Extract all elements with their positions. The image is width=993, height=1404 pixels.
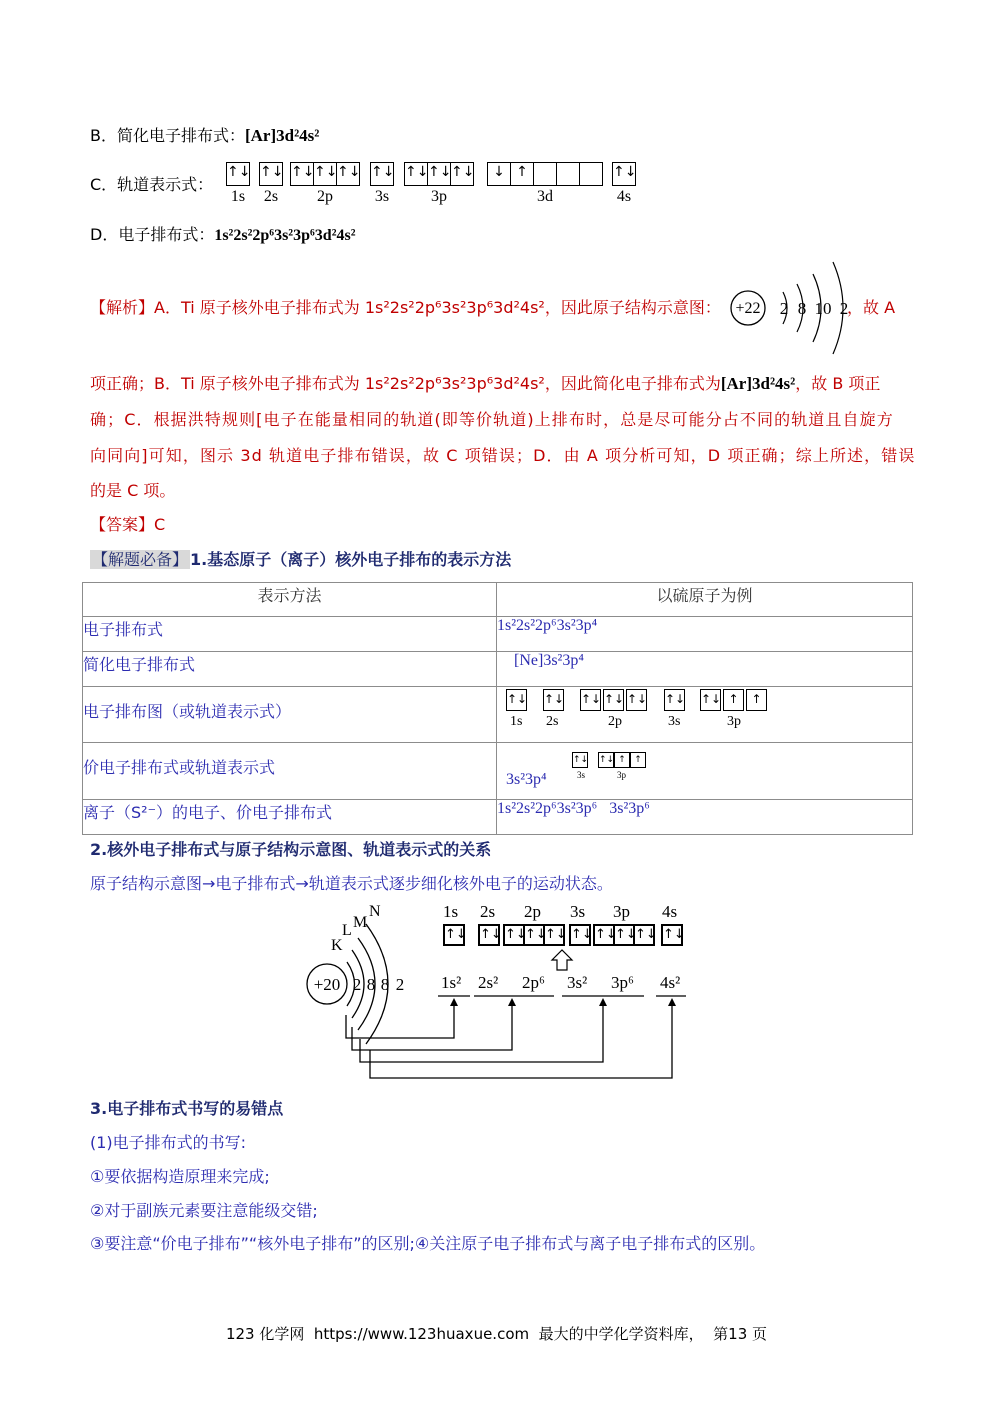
option-b-formula: [Ar]3d²4s²: [244, 126, 320, 145]
orbital-label: 3s: [374, 188, 390, 205]
notation-table: [82, 582, 913, 835]
analysis-text: 项正确；B．Ti 原子核外电子排布式为 1s²2s²2p⁶3s²3p⁶3d²4s²，因此简化电子排布式为: [90, 374, 721, 393]
shell-name: L: [342, 922, 352, 939]
orbital-box: ↑↓: [443, 924, 465, 946]
table-cell-example: [497, 800, 913, 835]
orbital-label: 3p: [431, 188, 447, 205]
section-1-title: [90, 547, 511, 570]
table-header: 以硫原子为例: [497, 583, 913, 617]
orbital-box: [533, 162, 557, 186]
analysis-line-5: 的是 C 项。: [90, 481, 176, 500]
orbital-box: ↑↓: [598, 752, 614, 768]
shell-electrons: 2: [352, 975, 362, 994]
orbital-box: ↑↓: [404, 162, 428, 186]
orbital-label: 3d: [537, 188, 553, 205]
shell-electrons: 2: [779, 299, 789, 318]
table-cell-method: 简化电子排布式: [83, 652, 497, 687]
section-2-desc: 原子结构示意图→电子排布式→轨道表示式逐步细化核外电子的运动状态。: [90, 874, 613, 893]
orbital-box: ↑↓: [661, 924, 683, 946]
orbital-label: 1s: [443, 902, 459, 921]
orbital-box: ↑↓: [523, 924, 545, 946]
orbital-box: ↑↓: [226, 162, 250, 186]
config-label: 2s²: [478, 973, 499, 992]
orbital-label: 4s: [662, 902, 678, 921]
orbital-box: ↑↓: [450, 162, 474, 186]
orbital-box: ↑↓: [633, 924, 655, 946]
shell-electrons: 8: [380, 975, 390, 994]
analysis-text: ，故 B 项正: [795, 374, 881, 393]
orbital-box: ↑↓: [543, 924, 565, 946]
orbital-box: [556, 162, 580, 186]
valence-config: 3s²3p⁴: [506, 771, 547, 788]
option-b: [90, 123, 319, 146]
shell-name: N: [369, 903, 381, 920]
option-d: [90, 222, 356, 245]
section-3-title: 3.电子排布式书写的易错点: [90, 1099, 284, 1118]
table-row: [83, 652, 913, 687]
orbital-label: 3s: [668, 714, 681, 729]
shell-electrons: 2: [395, 975, 405, 994]
analysis-line-3: 确；C．根据洪特规则[电子在能量相同的轨道(即等价轨道)上排布时，总是尽可能分占不同的轨道且自旋方: [90, 410, 894, 429]
ti-atom-structure-diagram: [725, 258, 865, 358]
orbital-box: ↑: [723, 689, 744, 711]
orbital-box: ↑↓: [478, 924, 500, 946]
orbital-box: ↑: [630, 752, 646, 768]
analysis-text: A．Ti 原子核外电子排布式为 1s²2s²2p⁶3s²3p⁶3d²4s²，因此原子结构示意图：: [154, 298, 721, 317]
analysis-line-4: 向同向]可知，图示 3d 轨道电子排布错误，故 C 项错误；D．由 A 项分析可知，D 项正确；综上所述，错误: [90, 446, 916, 465]
orbital-box: ↑↓: [603, 689, 624, 711]
orbital-box: ↑↓: [370, 162, 394, 186]
orbital-box: ↑↓: [700, 689, 721, 711]
table-row: [83, 687, 913, 743]
shell-name: K: [331, 937, 343, 954]
orbital-label: 2p: [317, 188, 333, 205]
table-row: [83, 800, 913, 835]
orbital-box: ↑↓: [569, 924, 591, 946]
analysis-tag: 【解析】: [90, 298, 155, 317]
list-item: ③要注意“价电子排布”“核外电子排布”的区别;④关注原子电子排布式与离子电子排布式的区别。: [90, 1234, 766, 1253]
orbital-box: ↑↓: [503, 924, 525, 946]
orbital-label: 3p: [613, 902, 630, 921]
section-tag: 【解题必备】: [92, 550, 189, 569]
config-label: 4s²: [660, 973, 681, 992]
analysis-line-2: [90, 374, 880, 394]
table-cell-valence: [497, 743, 913, 800]
table-header-row: [83, 583, 913, 617]
orbital-label: 2s: [480, 902, 496, 921]
ion-valence-config: 3s²3p⁶: [609, 800, 650, 817]
option-d-label: D．电子排布式：: [90, 225, 215, 244]
orbital-label: 2p: [524, 902, 541, 921]
answer-value: C: [154, 515, 166, 534]
nucleus-charge: +22: [735, 300, 761, 317]
ion-config: 1s²2s²2p⁶3s²3p⁶: [497, 800, 598, 817]
orbital-box: ↑↓: [593, 924, 615, 946]
analysis-line-1: [90, 298, 721, 318]
table-header: 表示方法: [83, 583, 497, 617]
list-item: (1)电子排布式的书写:: [90, 1133, 247, 1152]
nucleus-charge: +20: [313, 975, 341, 994]
orbital-box: ↑↓: [336, 162, 360, 186]
section-2-title: 2.核外电子排布式与原子结构示意图、轨道表示式的关系: [90, 840, 492, 859]
list-item: ①要依据构造原理来完成;: [90, 1167, 270, 1186]
orbital-label: 3p: [617, 770, 626, 780]
answer-line: [90, 515, 165, 535]
table-cell-example: 1s²2s²2p⁶3s²3p⁴: [497, 617, 913, 652]
shell-name: M: [353, 914, 368, 931]
orbital-box: ↑: [746, 689, 767, 711]
orbital-box: ↑↓: [580, 689, 601, 711]
orbital-label: 2s: [546, 714, 559, 729]
table-row: [83, 617, 913, 652]
option-c-label: C．轨道表示式：: [90, 175, 214, 194]
page-footer: 123 化学网 https://www.123huaxue.com 最大的中学化学资料库， 第13 页: [225, 1325, 768, 1343]
orbital-box: [579, 162, 603, 186]
section-1-heading: 1.基态原子（离子）核外电子排布的表示方法: [190, 550, 512, 569]
config-label: 3p⁶: [611, 973, 634, 992]
orbital-label: 3p: [727, 714, 741, 729]
table-cell-method: 电子排布图（或轨道表示式）: [83, 687, 497, 743]
orbital-box: ↑: [510, 162, 534, 186]
config-label: 3s²: [567, 973, 588, 992]
orbital-box: ↑↓: [612, 162, 636, 186]
orbital-box: ↑↓: [626, 689, 647, 711]
shell-electrons: 8: [366, 975, 376, 994]
analysis-formula: [Ar]3d²4s²: [720, 374, 796, 393]
option-b-label: B．简化电子排布式：: [90, 126, 245, 145]
table-row: [83, 743, 913, 800]
orbital-box: ↑↓: [290, 162, 314, 186]
orbital-box: ↑↓: [313, 162, 337, 186]
orbital-label: 2s: [263, 188, 279, 205]
orbital-box: ↑↓: [259, 162, 283, 186]
orbital-box: ↑↓: [572, 752, 588, 768]
option-d-formula: 1s²2s²2p⁶3s²3p⁶3d²4s²: [214, 227, 356, 244]
orbital-box: ↑↓: [543, 689, 564, 711]
orbital-box: ↑↓: [506, 689, 527, 711]
table-cell-method: 离子（S²⁻）的电子、价电子排布式: [83, 800, 497, 835]
list-item: ②对于副族元素要注意能级交错;: [90, 1201, 318, 1220]
orbital-label: 3s: [577, 770, 586, 780]
analysis-line-1-end: ，故 A: [847, 298, 896, 317]
orbital-label: 3s: [570, 902, 586, 921]
orbital-label: 1s: [510, 714, 523, 729]
orbital-box: ↓: [487, 162, 511, 186]
orbital-box: ↑: [614, 752, 630, 768]
orbital-label: 4s: [616, 188, 632, 205]
orbital-label: 2p: [608, 714, 622, 729]
table-cell-method: 价电子排布式或轨道表示式: [83, 743, 497, 800]
config-label: 1s²: [441, 973, 462, 992]
config-label: 2p⁶: [522, 973, 545, 992]
table-cell-example: [Ne]3s²3p⁴: [497, 652, 913, 687]
shell-electrons: 2: [839, 299, 849, 318]
table-cell-method: 电子排布式: [83, 617, 497, 652]
shell-electrons: 8: [797, 299, 807, 318]
orbital-box: ↑↓: [664, 689, 685, 711]
orbital-box: ↑↓: [613, 924, 635, 946]
answer-tag: 【答案】: [90, 515, 155, 534]
orbital-label: 1s: [230, 188, 246, 205]
shell-electrons: 10: [814, 299, 832, 318]
orbital-box: ↑↓: [427, 162, 451, 186]
